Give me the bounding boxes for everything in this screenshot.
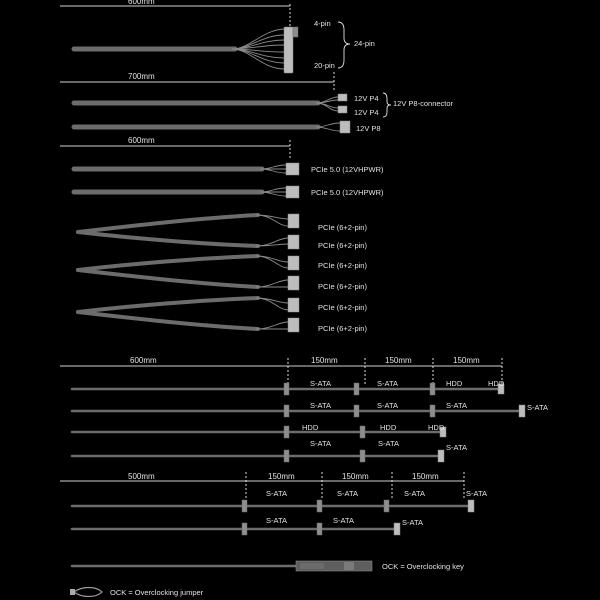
hdd-connector <box>284 426 289 438</box>
connector-label: S-ATA <box>527 403 548 412</box>
sata-connector <box>384 500 389 512</box>
atx-20pin-label: 20-pin <box>314 61 335 70</box>
sata-connector <box>284 405 289 417</box>
cpu-p8-wires <box>316 123 340 131</box>
pcie-connector-4 <box>288 276 299 290</box>
hdd-connector <box>430 383 435 395</box>
pcie-label-6: PCIe (6+2-pin) <box>318 324 367 333</box>
cpu-p8-label: 12V P8 <box>356 124 381 133</box>
connector-label: HDD <box>428 423 445 432</box>
ock-key-label: OCK = Overclocking key <box>382 562 464 571</box>
sata-connector <box>360 450 365 462</box>
dimension-label-500mm: 500mm <box>128 472 155 481</box>
connector-label: S-ATA <box>402 518 423 527</box>
sata-connector <box>354 383 359 395</box>
peripheral-cable-row-3 <box>72 423 446 438</box>
connector-label: S-ATA <box>337 489 358 498</box>
peripheral-cable-row-4 <box>72 439 467 462</box>
dimension-label-700mm: 700mm <box>128 72 155 81</box>
sata-connector <box>317 500 322 512</box>
pcie-label-2: PCIe (6+2-pin) <box>318 241 367 250</box>
peripheral-cable-row-6 <box>72 516 423 535</box>
pcie-label-3: PCIe (6+2-pin) <box>318 261 367 270</box>
connector-label: S-ATA <box>310 401 331 410</box>
dimension-label-150mm: 150mm <box>342 472 369 481</box>
atx-24pin-connector <box>284 27 293 73</box>
pcie-label-1: PCIe (6+2-pin) <box>318 223 367 232</box>
connector-label: S-ATA <box>266 489 287 498</box>
atx-wire-fan <box>232 29 284 69</box>
sata-connector <box>284 450 289 462</box>
pcie5-connector-1 <box>286 163 299 175</box>
peripheral-cable-row-5 <box>72 489 487 512</box>
atx-brace <box>338 22 350 68</box>
dimension-label-150mm: 150mm <box>412 472 439 481</box>
ock-key-switch <box>344 562 354 570</box>
connector-label: S-ATA <box>266 516 287 525</box>
sata-connector <box>242 500 247 512</box>
pcie-dual-cable-2 <box>78 256 367 291</box>
pcie-connector-5 <box>288 298 299 312</box>
peripheral-cable-row-1 <box>72 379 505 395</box>
sata-connector <box>394 523 400 535</box>
connector-label: S-ATA <box>466 489 487 498</box>
ock-jumper-loop-icon <box>74 588 102 597</box>
connector-label: HDD <box>446 379 463 388</box>
pcie5-label-1: PCIe 5.0 (12VHPWR) <box>311 165 384 174</box>
ock-key <box>72 561 464 571</box>
pcie5-wires-1 <box>260 165 286 173</box>
dimension-label-150mm: 150mm <box>385 356 412 365</box>
cpu-p4-label-a: 12V P4 <box>354 94 379 103</box>
ock-key-label-plate <box>300 563 324 569</box>
connector-label: S-ATA <box>378 439 399 448</box>
connector-label: HDD <box>380 423 397 432</box>
cpu-p8-connector <box>340 121 350 133</box>
pcie-dual-cable-1 <box>78 214 367 250</box>
dimension-label-150mm: 150mm <box>268 472 295 481</box>
dimension-label-600mm: 600mm <box>128 0 155 6</box>
connector-label: S-ATA <box>310 379 331 388</box>
pcie-label-5: PCIe (6+2-pin) <box>318 303 367 312</box>
ock-jumper-plug <box>70 589 75 595</box>
sata-connector <box>430 405 435 417</box>
dimension-label-600mm: 600mm <box>130 356 157 365</box>
atx-24pin-label: 24-pin <box>354 39 375 48</box>
cpu-p4-connector-a <box>338 94 347 101</box>
cpu-p8-brace <box>383 93 391 117</box>
connector-label: S-ATA <box>404 489 425 498</box>
cpu-p4-label-b: 12V P4 <box>354 108 379 117</box>
connector-label: HDD <box>302 423 319 432</box>
sata-connector <box>468 500 474 512</box>
pcie5-cables <box>60 136 384 198</box>
pcie-label-4: PCIe (6+2-pin) <box>318 282 367 291</box>
atx-4pin-label: 4-pin <box>314 19 331 28</box>
pcie5-label-2: PCIe 5.0 (12VHPWR) <box>311 188 384 197</box>
pcie-connector-2 <box>288 235 299 249</box>
cpu-p8-connector-label: 12V P8-connector <box>393 99 454 108</box>
atx-4pin-detach <box>293 27 298 37</box>
pcie5-connector-2 <box>286 186 299 198</box>
peripheral-dimensions-1 <box>60 356 502 386</box>
dimension-label-600mm: 600mm <box>128 136 155 145</box>
cpu-p4-connector-b <box>338 106 347 113</box>
pcie5-wires-2 <box>260 188 286 196</box>
sata-connector <box>284 383 289 395</box>
atx-24pin-cable <box>60 0 375 92</box>
pcie-connector-3 <box>288 256 299 270</box>
connector-label: S-ATA <box>446 443 467 452</box>
pcie-connector-1 <box>288 214 299 228</box>
peripheral-cable-row-2 <box>72 401 548 417</box>
cpu-power-cables <box>60 72 454 133</box>
sata-connector <box>519 405 525 417</box>
connector-label: S-ATA <box>446 401 467 410</box>
dimension-label-150mm: 150mm <box>311 356 338 365</box>
ock-jumper <box>70 588 204 598</box>
pcie-connector-6 <box>288 318 299 332</box>
sata-connector <box>354 405 359 417</box>
ock-jumper-label: OCK = Overclocking jumper <box>110 588 204 597</box>
connector-label: S-ATA <box>377 401 398 410</box>
hdd-connector <box>360 426 365 438</box>
connector-label: S-ATA <box>377 379 398 388</box>
connector-label: S-ATA <box>310 439 331 448</box>
connector-label: S-ATA <box>333 516 354 525</box>
connector-label: HDD <box>488 379 505 388</box>
sata-connector <box>438 450 444 462</box>
sata-connector <box>242 523 247 535</box>
sata-connector <box>317 523 322 535</box>
pcie-dual-cable-3 <box>78 298 367 333</box>
dimension-label-150mm: 150mm <box>453 356 480 365</box>
